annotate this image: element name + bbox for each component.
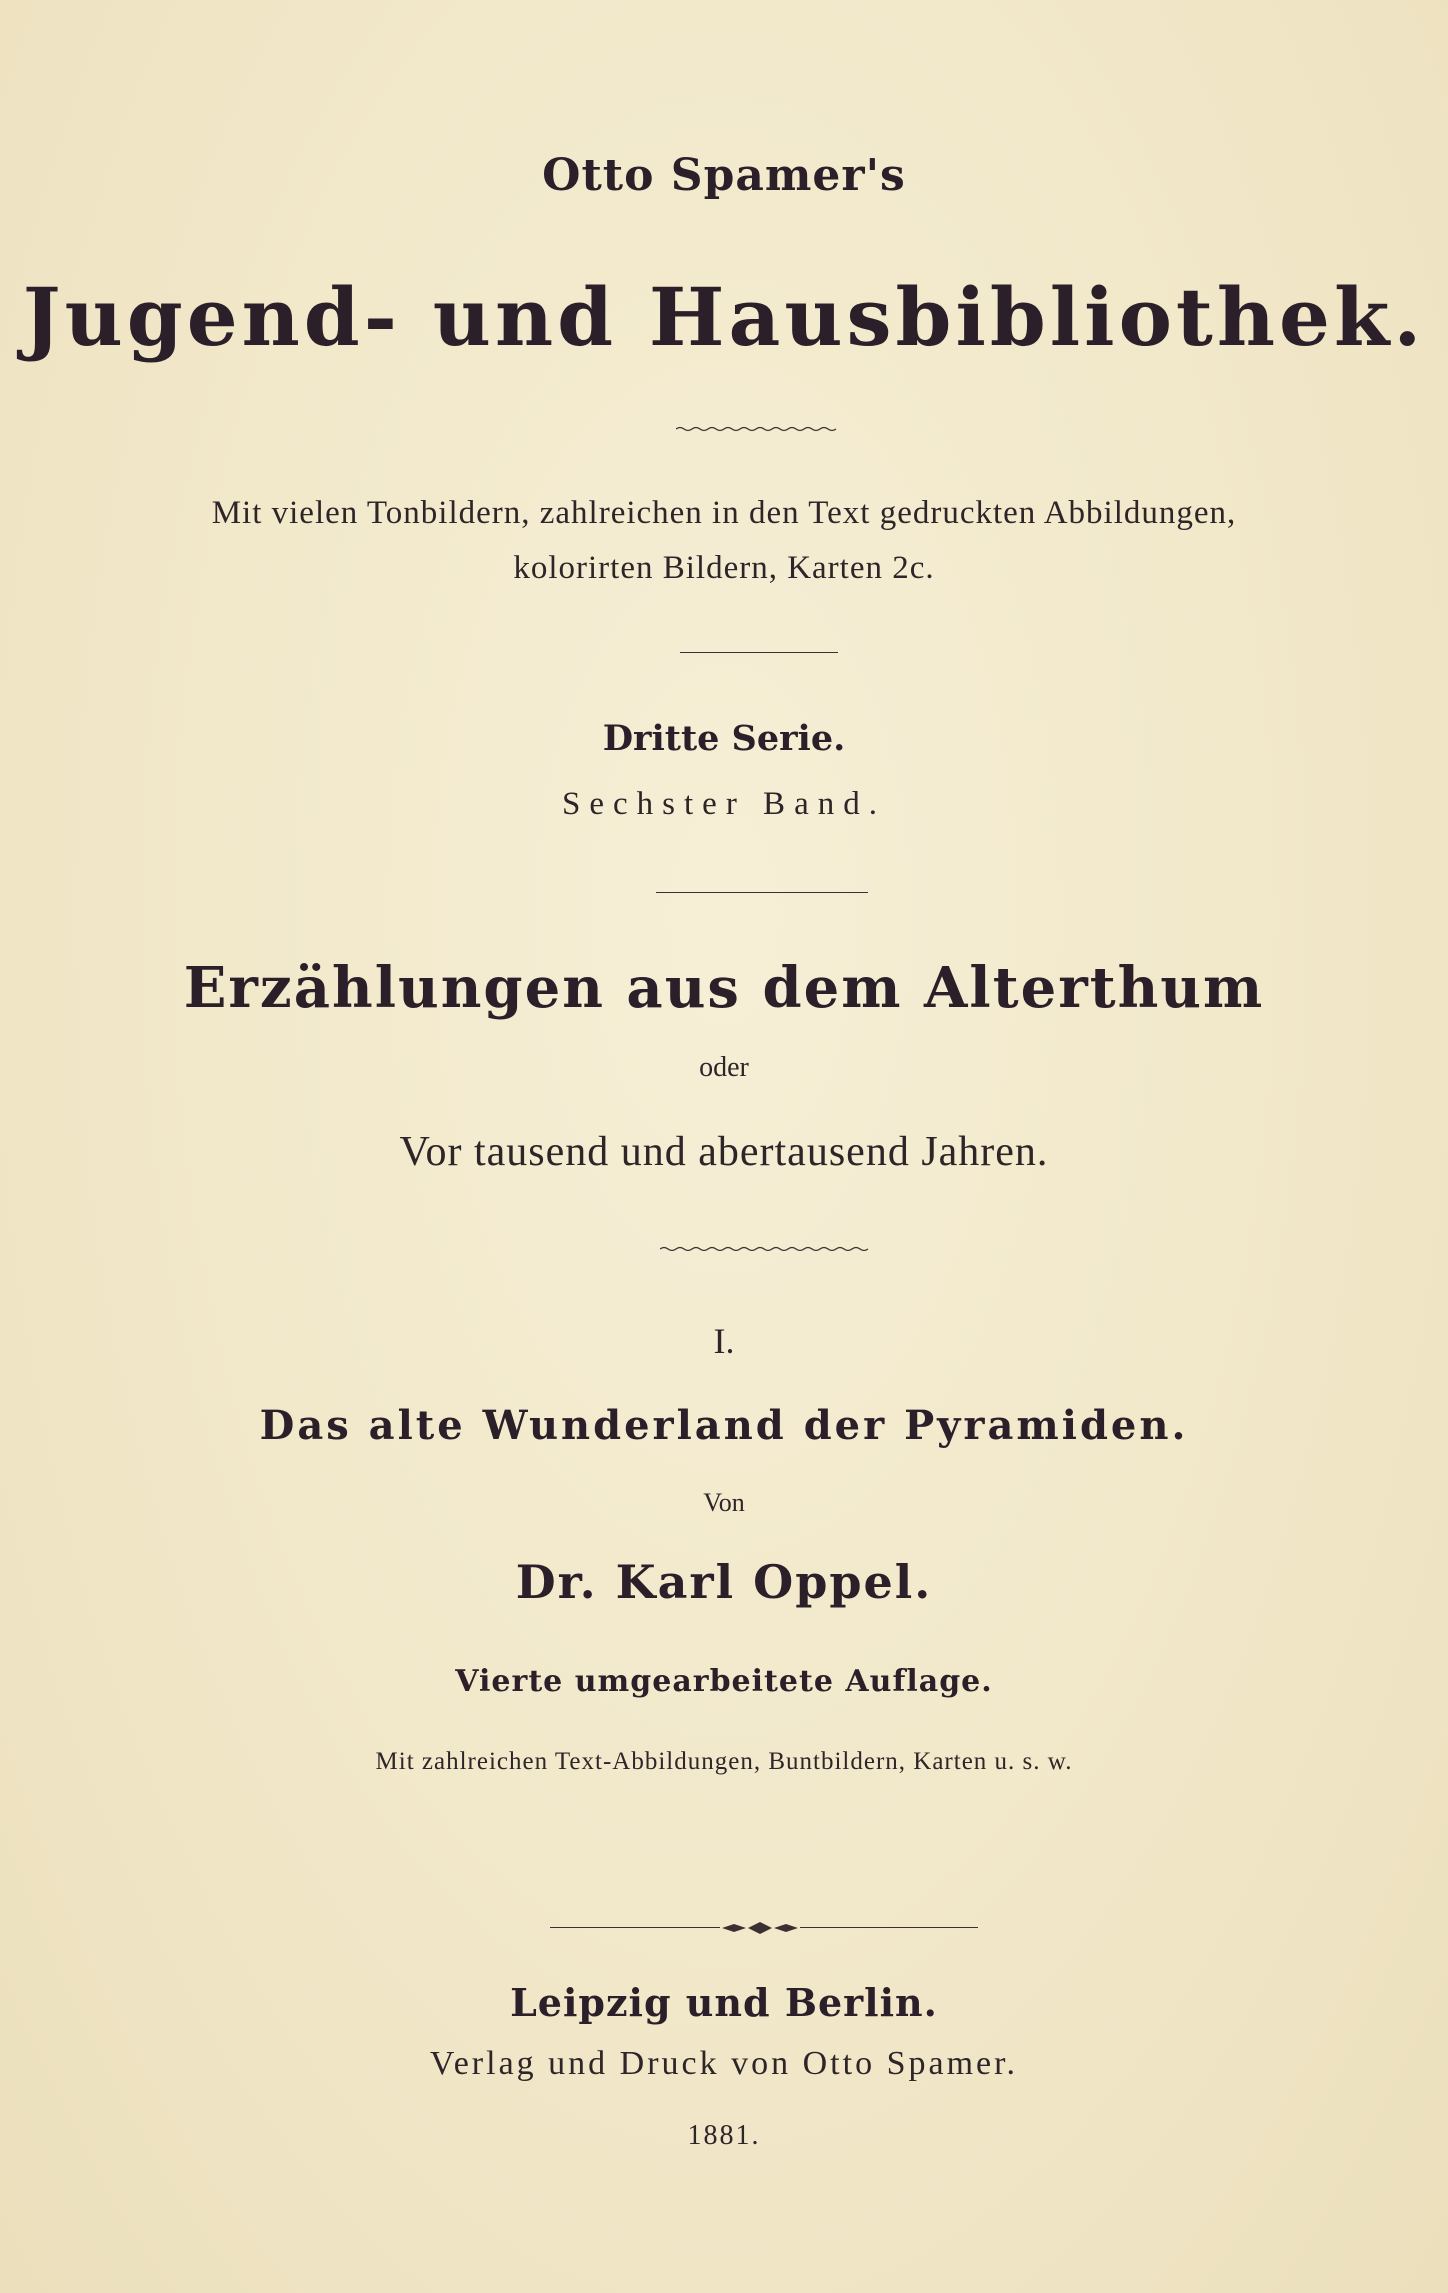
part-title: Das alte Wunderland der Pyramiden.: [259, 1402, 1189, 1449]
series-label: Dritte Serie.: [602, 718, 846, 759]
publisher-series: Otto Spamer's: [542, 150, 906, 201]
imprint-place: Leipzig und Berlin.: [510, 1980, 938, 2025]
ornament-diamond-icon: [720, 1920, 800, 1934]
part-numeral: I.: [713, 1321, 735, 1361]
work-title: Erzählungen aus dem Alterthum: [183, 955, 1265, 1021]
wavy-divider-middle: [660, 1246, 872, 1252]
divider-rule-1: [680, 652, 838, 653]
divider-rule-2: [656, 892, 868, 893]
subtitle-line-2: kolorirten Bildern, Karten 2c.: [513, 550, 935, 586]
wavy-divider-top: [676, 426, 840, 432]
alternative-title: Vor tausend und abertausend Jahren.: [399, 1129, 1049, 1175]
ornament-rule-right: [800, 1927, 978, 1928]
volume-label: Sechster Band.: [562, 786, 886, 822]
by-label: Von: [703, 1488, 745, 1517]
subtitle-line-1: Mit vielen Tonbildern, zahlreichen in den Text gedruckten Abbildungen,: [211, 495, 1237, 531]
ornament-rule-left: [550, 1927, 720, 1928]
edition-note: Vierte umgearbeitete Auflage.: [455, 1664, 993, 1699]
connector-oder: oder: [699, 1052, 749, 1083]
illustrations-note: Mit zahlreichen Text-Abbildungen, Buntbildern, Karten u. s. w.: [375, 1748, 1073, 1775]
imprint-year: 1881.: [687, 2120, 761, 2151]
library-title: Jugend- und Hausbibliothek.: [22, 270, 1426, 364]
imprint-publisher: Verlag und Druck von Otto Spamer.: [429, 2045, 1019, 2082]
author-name: Dr. Karl Oppel.: [515, 1555, 933, 1609]
